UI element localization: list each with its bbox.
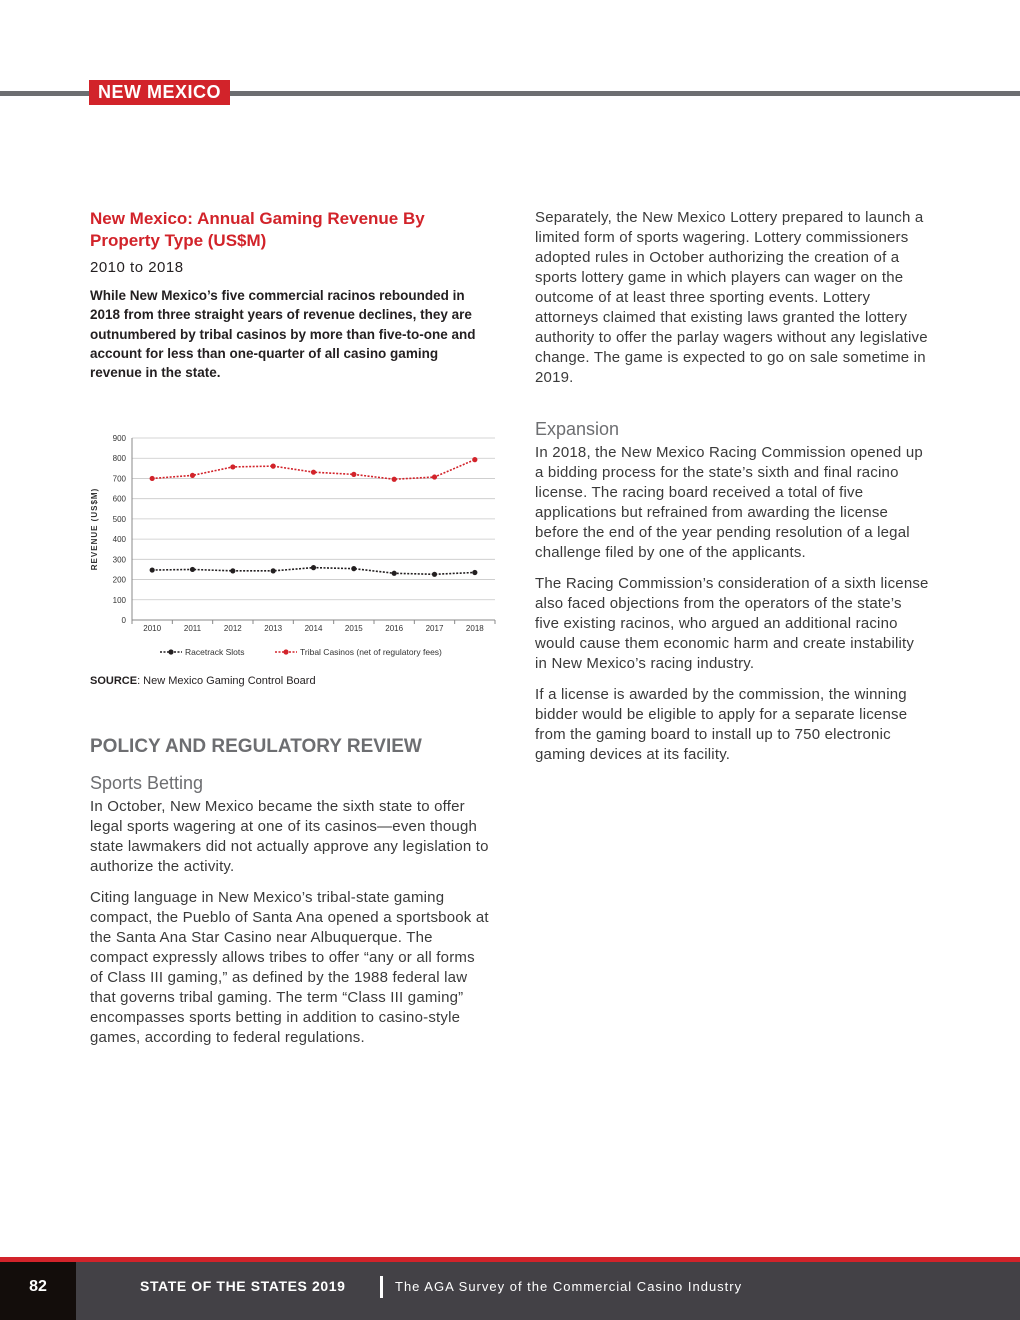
chart-title: New Mexico: Annual Gaming Revenue By Property Type (US$M): [90, 209, 425, 250]
data-point: [150, 476, 155, 481]
data-point: [392, 571, 397, 576]
paragraph: In October, New Mexico became the sixth state to offer legal sports wagering at one of its casinos—even though state lawmakers did not actually approve any legislation to authorize the activity.: [90, 798, 489, 876]
x-tick-label: 2012: [223, 624, 242, 633]
data-point: [271, 568, 276, 573]
y-tick-label: 800: [112, 454, 126, 464]
data-point: [150, 567, 155, 572]
y-tick-label: 700: [112, 474, 126, 484]
y-tick-label: 900: [112, 434, 126, 443]
data-point: [351, 472, 356, 477]
page-number: 82: [0, 1262, 76, 1320]
x-tick-label: 2017: [425, 624, 444, 633]
x-tick-label: 2011: [183, 624, 202, 633]
data-point: [230, 464, 235, 469]
data-point: [472, 570, 477, 575]
x-tick-label: 2018: [465, 624, 484, 633]
paragraph: Separately, the New Mexico Lottery prepared to launch a limited form of sports wagering. Lottery commissioners adopted rules in October authorizing the creation of a sports lottery game in which players can wager on the outcome of at least three sporting events. Lottery attorneys claimed that existing laws granted the lottery authority to offer the parlay wagers without any legislative change. The game is expected to go on sale sometime in 2019.: [535, 209, 928, 386]
footer-divider: [380, 1276, 383, 1298]
data-point: [351, 566, 356, 571]
data-point: [190, 567, 195, 572]
data-point: [311, 565, 316, 570]
y-tick-label: 500: [112, 514, 126, 524]
revenue-line-chart: [85, 430, 505, 670]
data-point: [432, 474, 437, 479]
paragraph: If a license is awarded by the commission, the winning bidder would be eligible to apply for a separate license from the gaming board to install up to 750 electronic gaming devices at its facility.: [535, 686, 908, 763]
x-tick-label: 2014: [304, 624, 323, 633]
data-point: [472, 457, 477, 462]
subsection-title: Expansion: [535, 419, 620, 439]
right-column: [535, 208, 930, 776]
data-point: [392, 477, 397, 482]
state-tag: NEW MEXICO: [89, 80, 230, 105]
paragraph: The Racing Commission’s consideration of a sixth license also faced objections from the operators of the state’s five existing racinos, who argued an additional racino would cause them economic harm and create instability in New Mexico’s racing industry.: [535, 575, 929, 672]
section-title: POLICY AND REGULATORY REVIEW: [90, 736, 422, 758]
data-point: [230, 568, 235, 573]
footer-subtitle: The AGA Survey of the Commercial Casino Industry: [395, 1279, 743, 1294]
y-tick-label: 0: [121, 616, 126, 625]
data-point: [190, 473, 195, 478]
legend-label: Racetrack Slots: [185, 647, 245, 657]
legend-marker: [283, 649, 288, 654]
y-tick-label: 200: [112, 575, 126, 585]
y-tick-label: 400: [112, 535, 126, 545]
paragraph: In 2018, the New Mexico Racing Commission opened up a bidding process for the state’s sixth and final racino license. The racing board received a total of five applications but refrained from awarding the license before the end of the year pending resolution of a legal challenge filed by one of the applicants.: [535, 444, 923, 561]
chart-subtitle: 2010 to 2018: [90, 259, 184, 276]
data-point: [432, 572, 437, 577]
chart-intro: While New Mexico’s five commercial racinos rebounded in 2018 from three straight years of revenue declines, they are outnumbered by tribal casinos by more than five-to-one and account for less than one-quarter of all casino gaming revenue in the state.: [90, 288, 476, 381]
data-point: [311, 470, 316, 475]
y-tick-label: 300: [112, 555, 126, 565]
legend-marker: [168, 649, 173, 654]
series-line: [152, 460, 475, 480]
y-tick-label: 600: [112, 494, 126, 504]
footer: [0, 1262, 1020, 1320]
x-tick-label: 2010: [143, 624, 162, 633]
data-point: [271, 464, 276, 469]
y-tick-label: 100: [112, 595, 126, 605]
source-text: : New Mexico Gaming Control Board: [137, 675, 316, 687]
paragraph: Citing language in New Mexico’s tribal-state gaming compact, the Pueblo of Santa Ana opened a sportsbook at the Santa Ana Star Casino near Albuquerque. The compact expressly allows tribes to offer “any or all forms of Class III gaming,” as defined by the 1988 federal law that governs tribal gaming. The term “Class III gaming” encompasses sports betting in addition to casino-style games, according to federal regulations.: [90, 889, 489, 1047]
source-label: SOURCE: [90, 675, 138, 687]
y-axis-label: REVENUE (US$M): [90, 487, 99, 571]
footer-title: STATE OF THE STATES 2019: [140, 1278, 346, 1294]
x-tick-label: 2016: [385, 624, 404, 633]
subsection-title: Sports Betting: [90, 773, 204, 794]
x-tick-label: 2015: [344, 624, 363, 633]
x-tick-label: 2013: [264, 624, 283, 633]
legend-label: Tribal Casinos (net of regulatory fees): [300, 647, 442, 657]
chart-source: [90, 675, 316, 687]
